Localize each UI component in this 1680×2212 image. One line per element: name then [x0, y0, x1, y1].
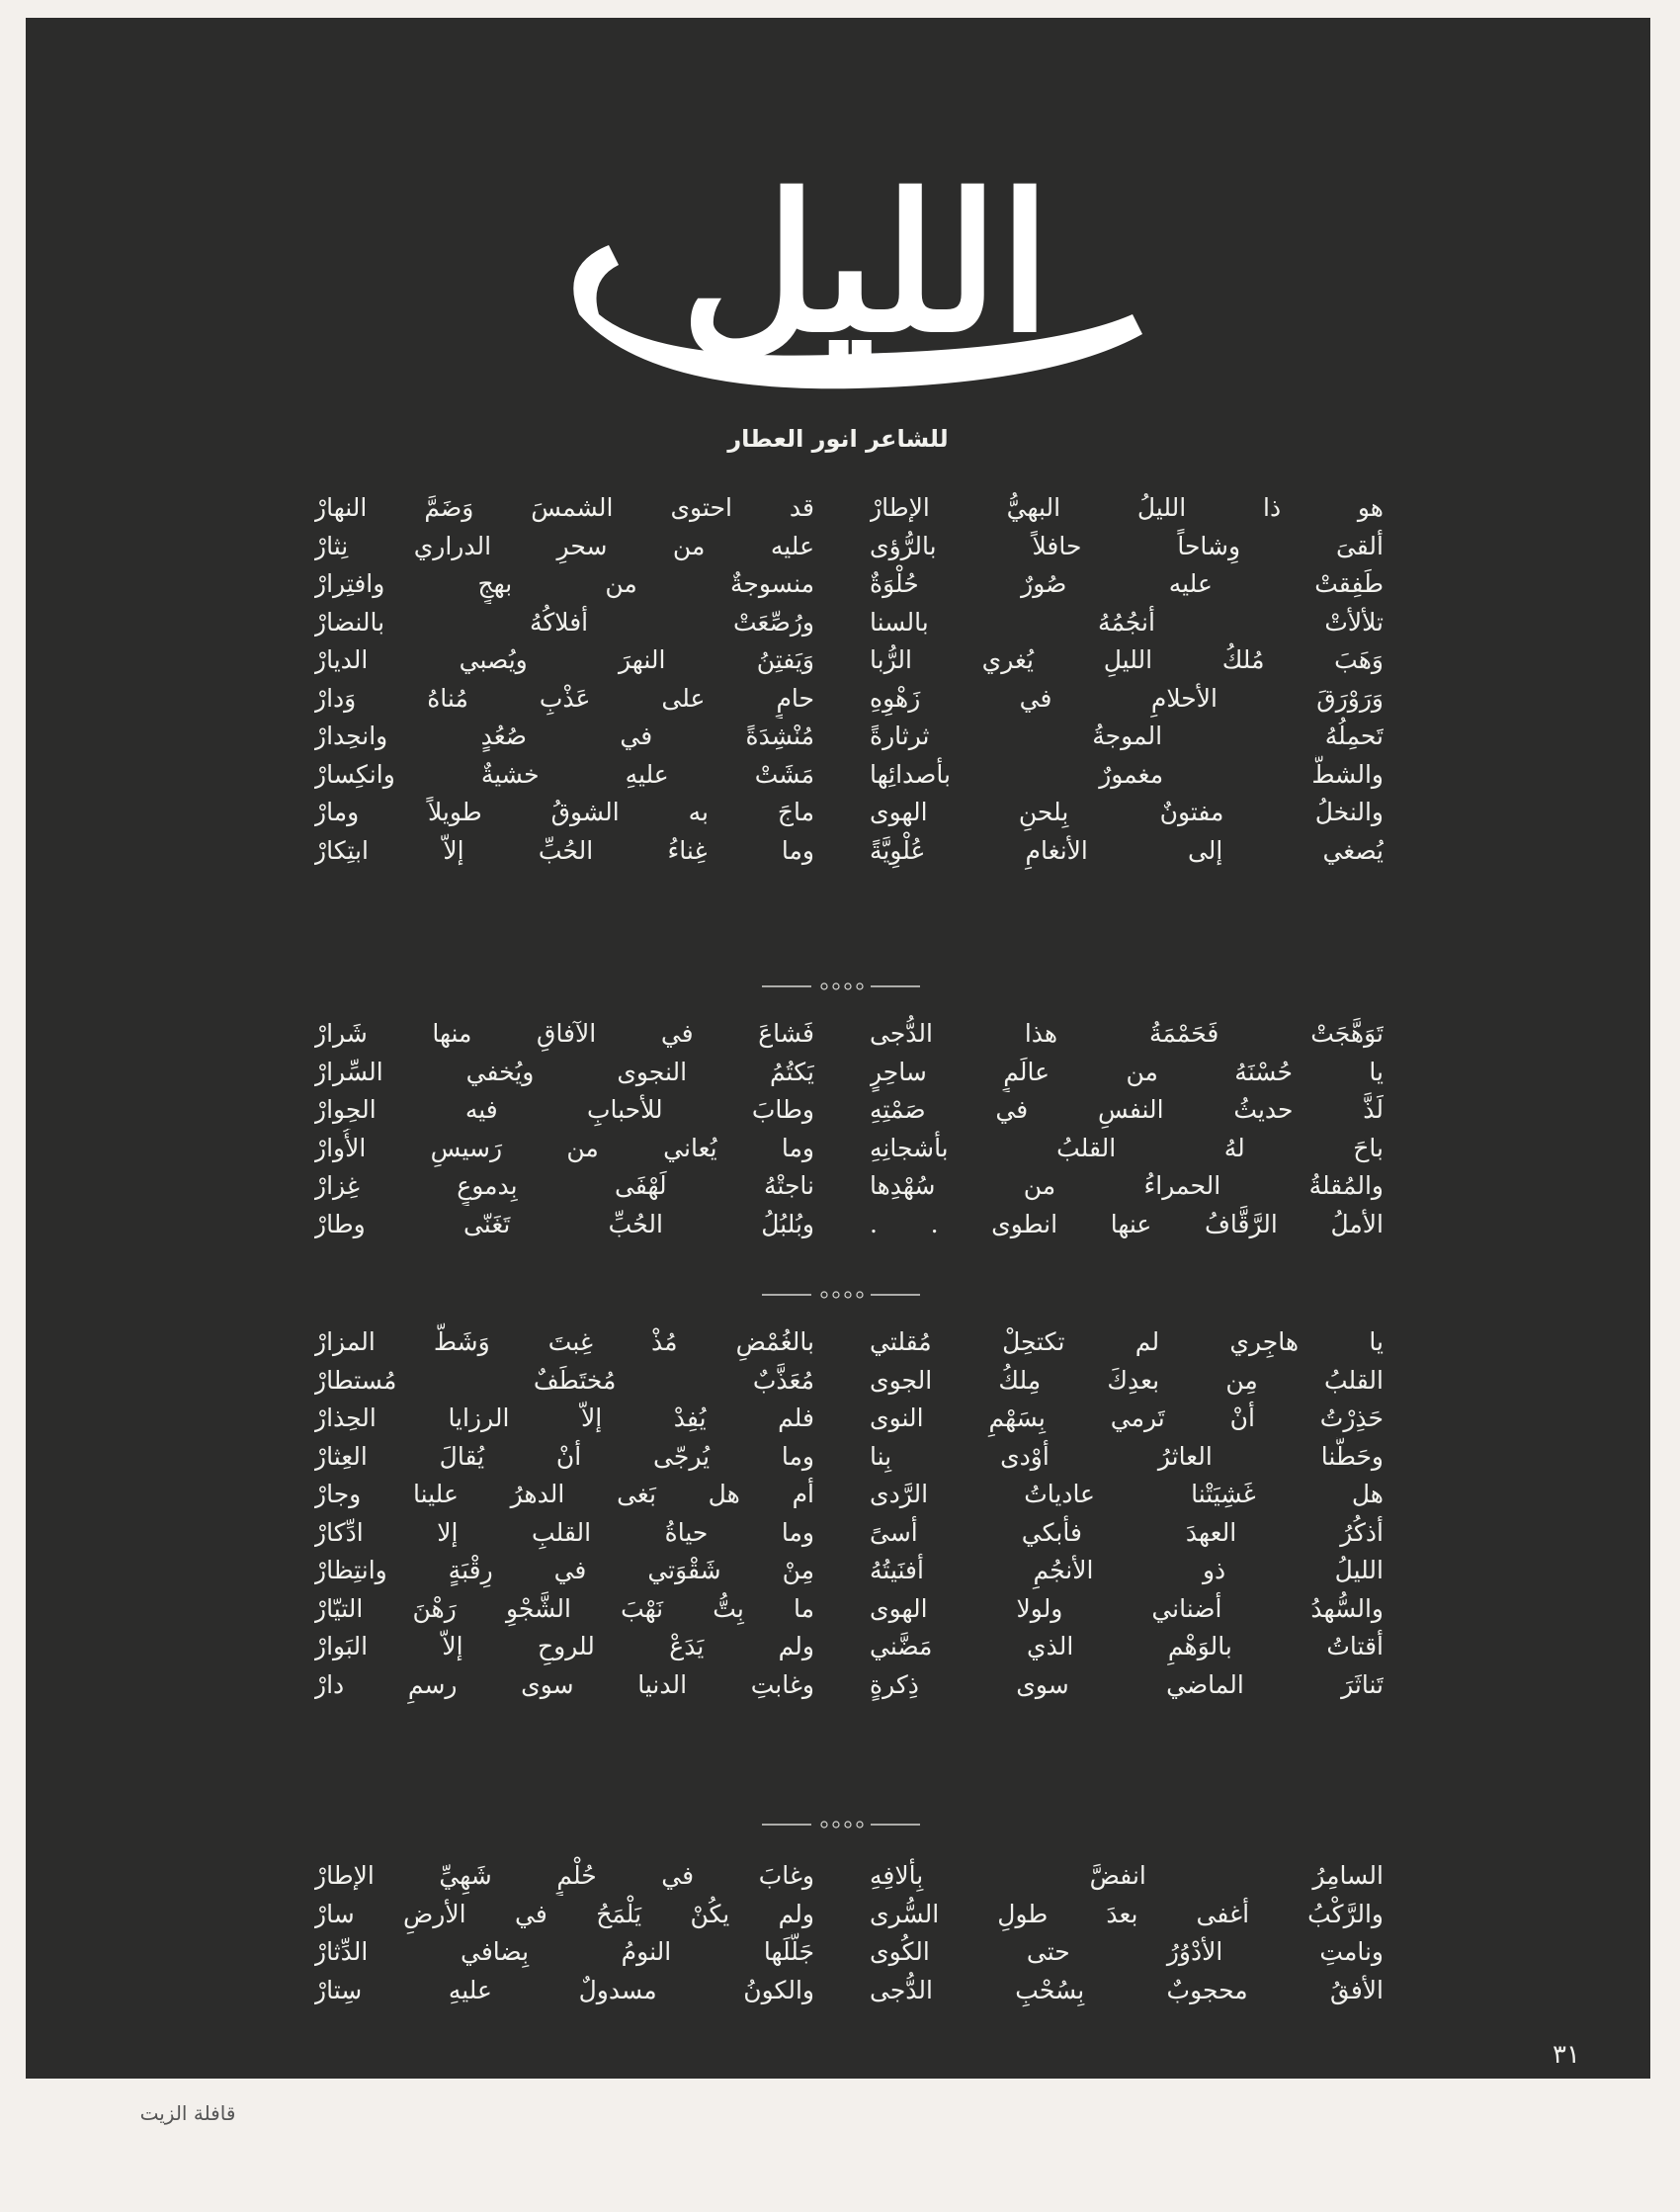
- verse-line-left: ورُصِّعَتْ أفلاكُهُ بالنضارْ: [314, 607, 814, 637]
- verse-line-right: أذكُرُ العهدَ فأبكي أسىً: [870, 1517, 1384, 1547]
- verse-line-right: والمُقلةُ الحمراءُ من سُهْدِها: [870, 1171, 1384, 1200]
- verse-line-right: الأملُ الرَّقَّافُ عنها انطوى . .: [870, 1209, 1384, 1238]
- verse-line-right: ألقىَ وِشاحاً حافلاً بالرُّؤى: [870, 531, 1384, 560]
- verse-line-right: وَرَوْرَقَ الأحلامِ في زَهْوِهِ: [870, 683, 1384, 713]
- verse-line-left: ماجَ به الشوقُ طويلاً ومارْ: [314, 798, 814, 826]
- verse-line-left: منسوجةٌ من بهجٍ وافتِرارْ: [314, 569, 814, 598]
- verse-line-left: وغابتِ الدنيا سوى رسمِ دارْ: [314, 1669, 814, 1699]
- verse-line-left: وما يُعاني من رَسيسِ الأُوارْ: [314, 1133, 814, 1162]
- verse-line-left: بالغُمْضِ مُذْ غِبتَ وَشَطَّ المزارْ: [314, 1327, 814, 1356]
- verse-line-left: ولم يَدَعْ للروحِ إلاّ البَوارْ: [314, 1632, 814, 1660]
- verse-line-left: جَلَّلَها النومُ بِضافي الدِّثارْ: [314, 1937, 814, 1966]
- verse-line-left: ناجتْهُ لَهْفَى بِدموعٍ غِزارْ: [314, 1171, 814, 1200]
- verse-line-left: قد احتوى الشمسَ وَضَمَّ النهارْ: [314, 493, 814, 522]
- stanza-separator: [757, 1815, 925, 1834]
- verse-line-right: لَذَّ حديثُ النفسِ في صَمْتِهِ: [870, 1095, 1384, 1124]
- verse-line-right: طَفِقتْ عليه صُورٌ حُلْوَةٌ: [870, 569, 1384, 598]
- stanza-separator: [757, 977, 925, 996]
- verse-line-right: تَناثَرَ الماضي سوى ذِكرةٍ: [870, 1669, 1384, 1699]
- poet-byline: للشاعر انور العطار: [727, 425, 949, 453]
- verse-line-left: حامٍ على عَذْبِ مُناهُ وَدارْ: [314, 683, 814, 713]
- verse-line-right: وحَطَّنا العاثرُ أوْدى بِنا: [870, 1441, 1384, 1471]
- verse-line-right: والرَّكْبُ أغفى بعدَ طولِ السُّرى: [870, 1899, 1384, 1928]
- verse-line-left: أم هل بَغى الدهرُ علينا وجارْ: [314, 1480, 814, 1508]
- verse-line-left: مَشَتْ عليهِ خشيةٌ وانكِسارْ: [314, 759, 814, 789]
- verse-line-right: الأفقُ محجوبٌ بِسُحْبِ الدُّجى: [870, 1975, 1384, 2004]
- verse-line-left: مُعَذَّبٌ مُختَطَفٌ مُستطارْ: [314, 1365, 814, 1395]
- stanza-separator: [757, 1285, 925, 1305]
- verse-line-right: القلبُ مِن بعدِكَ مِلكُ الجوى: [870, 1365, 1384, 1395]
- verse-line-left: مُنْشِدَةً في صُعُدٍ وانحِدارْ: [314, 722, 814, 750]
- calligraphic-title: [540, 117, 1172, 403]
- verse-line-left: ما بِتُّ نَهْبَ الشَّجْوِ رَهْنَ التيّارْ: [314, 1593, 814, 1623]
- verse-line-right: حَذِرْتُ أنْ تَرمي بِسَهْمِ النوى: [870, 1404, 1384, 1432]
- verse-line-left: مِنْ شَقْوَتي في رِقْبَةٍ وانتِظارْ: [314, 1556, 814, 1584]
- title-text: الليل: [680, 153, 1051, 374]
- verse-line-right: تلألأتْ أنجُمُهُ بالسنا: [870, 607, 1384, 637]
- verse-line-right: وَهَبَ مُلكُ الليلِ يُغري الرُّبا: [870, 645, 1384, 674]
- verse-line-right: تَحمِلُهُ الموجةُ ثرثارةً: [870, 722, 1384, 750]
- verse-line-left: يَكتُمُ النجوى ويُخفي السِّرارْ: [314, 1057, 814, 1086]
- verse-line-right: يا هاجِري لم تكتحِلْ مُقلتي: [870, 1327, 1384, 1356]
- verse-line-left: وما يُرجّى أنْ يُقالَ العِثارْ: [314, 1441, 814, 1471]
- verse-line-left: فلم يُفِدْ إلاّ الرزايا الحِذارْ: [314, 1404, 814, 1432]
- verse-line-left: فَشاعَ في الآفاقِ منها شَرارْ: [314, 1019, 814, 1048]
- verse-line-right: ونامتِ الأدْوُرُ حتى الكُوى: [870, 1937, 1384, 1966]
- verse-line-left: وما حياةُ القلبِ إلا ادِّكارْ: [314, 1517, 814, 1547]
- verse-line-right: هل غَشِيَتْنا عادياتُ الرَّدى: [870, 1480, 1384, 1508]
- verse-line-right: والنخلُ مفتونٌ بِلحنِ الهوى: [870, 798, 1384, 826]
- verse-line-right: يا حُسْنَهُ من عالَمٍ ساحِرٍ: [870, 1057, 1384, 1086]
- verse-line-left: وما غِناءُ الحُبِّ إلاّ ابتِكارْ: [314, 835, 814, 865]
- dark-page-panel: [26, 18, 1650, 2079]
- page-number: ٣١: [1553, 2040, 1580, 2070]
- verse-line-right: الليلُ ذو الأنجُمِ أفنَيتُهُ: [870, 1556, 1384, 1584]
- verse-line-right: والشطُّ مغمورٌ بأصدائِها: [870, 759, 1384, 789]
- verse-line-right: أقتاتُ بالوَهْمِ الذي مَضَّني: [870, 1632, 1384, 1660]
- verse-line-left: وغابَ في حُلْمٍ شَهِيِّ الإطارْ: [314, 1861, 814, 1890]
- magazine-name: قافلة الزيت: [139, 2101, 236, 2125]
- verse-line-right: هو ذا الليلُ البهيُّ الإطارْ: [870, 493, 1384, 522]
- verse-line-left: والكونُ مسدولٌ عليهِ سِتارْ: [314, 1975, 814, 2004]
- verse-line-left: عليه من سحرِ الدراري نِثارْ: [314, 531, 814, 560]
- verse-line-left: ولم يكُنْ يَلْمَحُ في الأرضِ سارْ: [314, 1899, 814, 1928]
- verse-line-right: السامِرُ انفضَّ بِألافِهِ: [870, 1861, 1384, 1890]
- verse-line-right: والسُّهدُ أضناني ولولا الهوى: [870, 1593, 1384, 1623]
- verse-line-left: وبُلبُلُ الحُبِّ تَغَنّى وطارْ: [314, 1209, 814, 1238]
- verse-line-left: وَيَفتِنُ النهرَ ويُصبي الديارْ: [314, 645, 814, 674]
- verse-line-right: يُصغي إلى الأنغامِ عُلْوِيَّةً: [870, 835, 1384, 865]
- verse-line-left: وطابَ للأحبابِ فيه الحِوارْ: [314, 1095, 814, 1124]
- verse-line-right: باحَ لهُ القلبُ بأشجانِهِ: [870, 1133, 1384, 1162]
- verse-line-right: تَوَهَّجَتْ فَحَمْمَةُ هذا الدُّجى: [870, 1019, 1384, 1048]
